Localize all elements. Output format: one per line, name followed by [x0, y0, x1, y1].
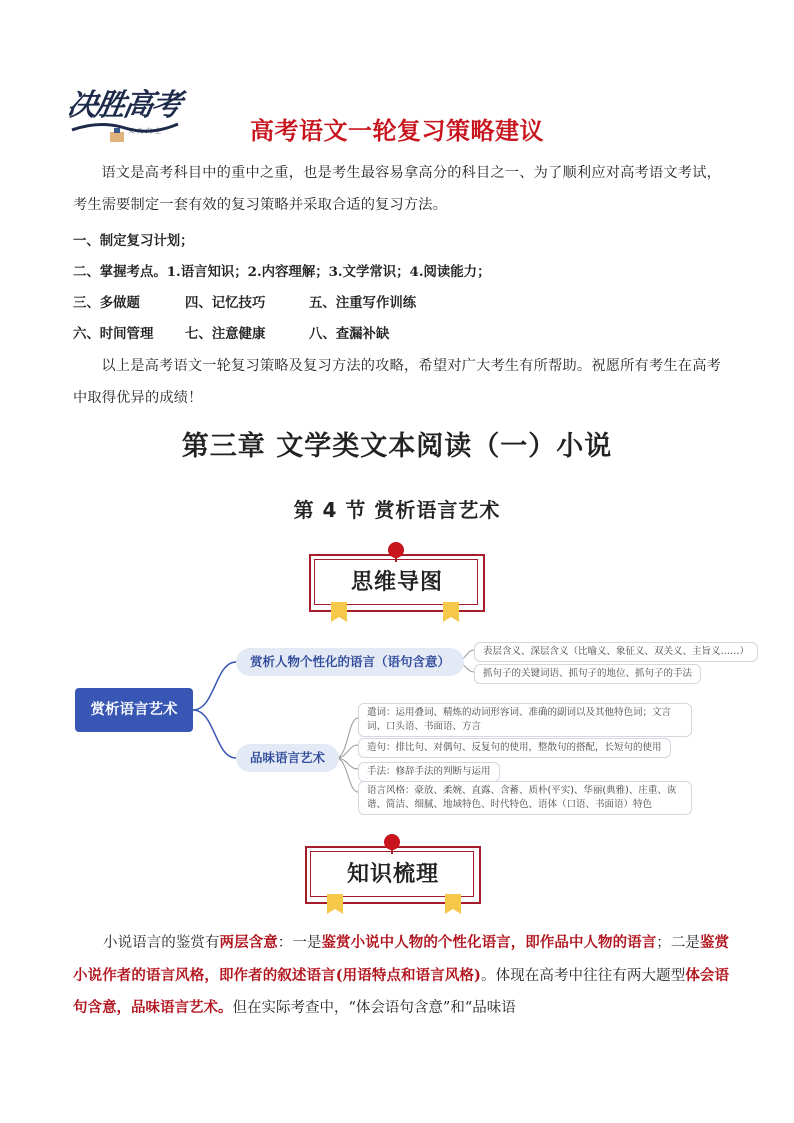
mindmap-leaf-2-4: 语言风格：豪放、柔婉、直露、含蓄、质朴(平实)、华丽(典雅)、庄重、诙谐、简洁、细腻、地域特色、时代特色、语体（口语、书面语）特色 — [358, 781, 692, 815]
strategy-item-8: 八、查漏补缺 — [309, 326, 390, 342]
knowledge-paragraph — [73, 927, 729, 1025]
strategy-item-7: 七、注意健康 — [185, 326, 266, 342]
badge-ribbon-left-icon — [331, 602, 347, 622]
mindmap-leaf-2-3: 手法：修辞手法的判断与运用 — [358, 762, 500, 782]
strategy-item-2: 二、掌握考点。1.语言知识；2.内容理解；3.文学常识；4.阅读能力； — [73, 264, 491, 280]
mindmap-badge — [309, 554, 485, 614]
strategy-item-5: 五、注重写作训练 — [309, 295, 417, 311]
badge-ribbon-right-icon — [445, 894, 461, 914]
section-heading: 第 4 节 赏析语言艺术 — [293, 498, 501, 522]
mindmap-leaf-2-2: 造句：排比句、对偶句、反复句的使用，整散句的搭配，长短句的使用 — [358, 738, 671, 758]
knowledge-text-4: 。体现在高考中往往有两大题型 — [480, 967, 686, 984]
knowledge-badge — [305, 846, 481, 906]
knowledge-text-2: ：一是 — [277, 935, 322, 951]
strategy-row-3 — [73, 293, 416, 313]
chapter-heading: 第三章 文学类文本阅读（一）小说 — [181, 431, 613, 462]
strategy-item-1: 一、制定复习计划； — [73, 233, 194, 249]
badge-label: 思维导图 — [350, 570, 443, 595]
intro-paragraph: 语文是高考科目中的重中之重，也是考生最容易拿高分的科目之一、为了顺利应对高考语文考试，考生需要制定一套有效的复习策略并采取合适的复习方法。 — [73, 165, 721, 213]
knowledge-text-3: ；二是 — [656, 935, 700, 951]
mindmap-leaf-1-2: 抓句子的关键词语、抓句子的地位、抓句子的手法 — [474, 664, 701, 684]
mindmap-branch-2: 品味语言艺术 — [236, 744, 339, 772]
strategy-row-4 — [73, 324, 389, 344]
knowledge-text-1: 小说语言的鉴赏有 — [103, 935, 220, 951]
strategy-item-3: 三、多做题 — [73, 295, 140, 311]
mindmap-leaf-1-1: 表层含义、深层含义（比喻义、象征义、双关义、主旨义……） — [474, 642, 758, 662]
mindmap-root: 赏析语言艺术 — [75, 688, 193, 732]
page-title: 高考语文一轮复习策略建议 — [250, 117, 544, 145]
mindmap-leaf-2-1: 遣词：运用叠词、精炼的动词形容词、准确的副词以及其他特色词；文言词、口头语、书面语、方言 — [358, 703, 692, 737]
logo-subtext: 天天向上 — [128, 128, 165, 135]
strategy-item-6: 六、时间管理 — [73, 326, 154, 342]
knowledge-highlight-4: 体会语句含意，品味语言艺术。 — [73, 966, 730, 1016]
badge-ribbon-left-icon — [327, 894, 343, 914]
knowledge-highlight-2: 鉴赏小说中人物的个性化语言，即作品中人物的语言 — [321, 934, 657, 951]
knowledge-text-5: 但在实际考查中，“体会语句含意”和“品味语 — [232, 1000, 516, 1016]
strategy-item-4: 四、记忆技巧 — [185, 295, 266, 311]
logo-text: 决胜高考 — [64, 88, 183, 123]
badge-ribbon-right-icon — [443, 602, 459, 622]
badge-label: 知识梳理 — [346, 862, 439, 887]
knowledge-highlight-1: 两层含意 — [219, 934, 278, 951]
knowledge-highlight-3: 鉴赏小说作者的语言风格，即作者的叙述语言(用语特点和语言风格) — [73, 934, 730, 984]
mindmap-branch-1: 赏析人物个性化的语言（语句含意） — [236, 648, 464, 676]
closing-paragraph: 以上是高考语文一轮复习策略及复习方法的攻略，希望对广大考生有所帮助。祝愿所有考生在高考中取得优异的成绩！ — [73, 358, 721, 406]
